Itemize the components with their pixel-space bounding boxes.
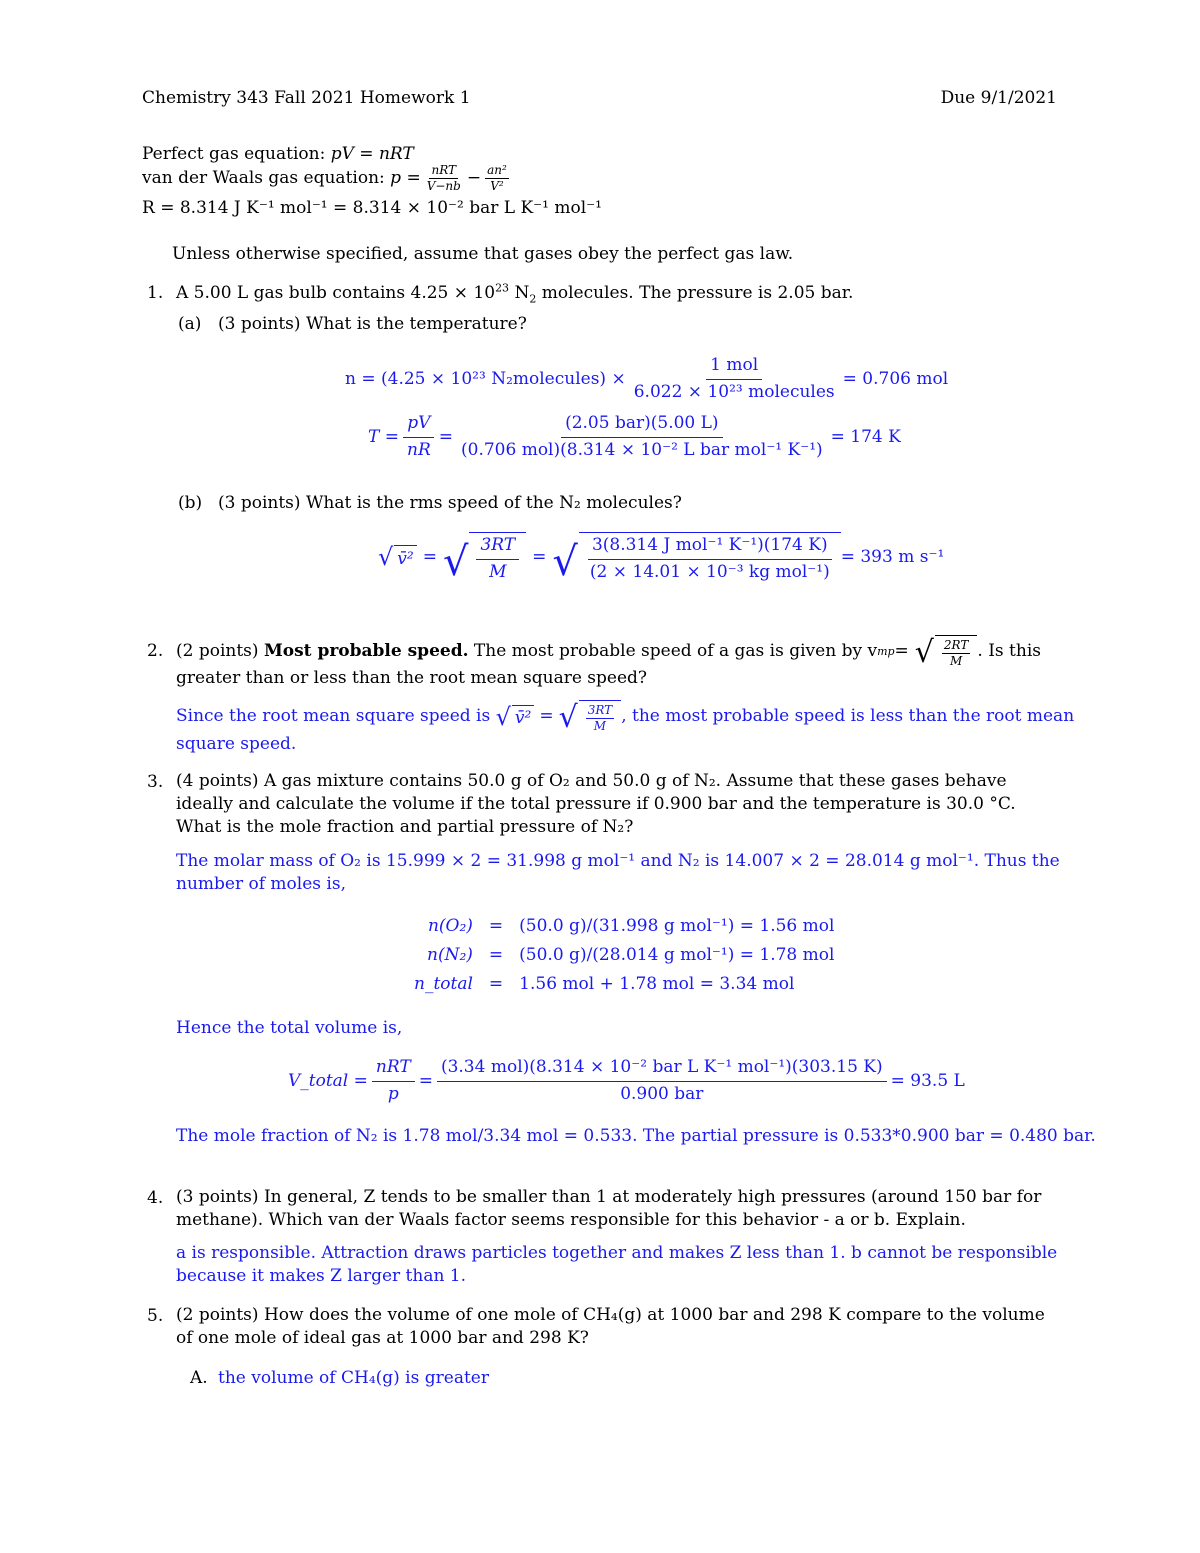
q1b-label: (b) [178, 493, 203, 513]
table-row: n(O₂) = (50.0 g)/(31.998 g mol⁻¹) = 1.56 mol [427, 916, 835, 936]
q5-option-a: the volume of CH₄(g) is greater [218, 1368, 489, 1388]
q4-text: (3 points) In general, Z tends to be smaller than 1 at moderately high pressures (around 150 bar for methane). Which van der Waals factor seems responsible for this behavior - a or b. Explain. [176, 1187, 1042, 1230]
q3-text: (4 points) A gas mixture contains 50.0 g of O₂ and 50.0 g of N₂. Assume that these gases behave ideally and calculate the volume if the total pressure if 0.900 bar and the temperature is 30.0 °C. What is the mole fraction and partial pressure of N₂? [176, 771, 1016, 837]
vdw-lhs: p = [390, 168, 421, 189]
vdw-label: van der Waals gas equation: [142, 168, 385, 189]
intro-text: Unless otherwise specified, assume that gases obey the perfect gas law. [172, 244, 794, 264]
vdw-frac-2: $\frac{\text{an²}}{\text{V²}}$ [487, 163, 507, 193]
q3-hence-text: Hence the total volume is, [176, 1018, 403, 1038]
perfect-gas-label: Perfect gas equation: [142, 144, 326, 164]
q1b-rms-equation: √ v̄² = √ $\frac{3RT}{M}$ = √ $\frac{\text{3(8.314 J mol⁻¹ K⁻¹)(174 K)}}{\text{(2 × 14.01 × 10⁻³ kg mol⁻¹)}}$ = 393 m s⁻¹ [378, 532, 944, 582]
q3-volume-equation: V_total = $\frac{\text{nRT}}{p}$ = $\frac{\text{(3.34 mol)(8.314 × 10⁻² bar L K⁻¹ mol⁻¹)(303.15 K)}}{\text{0.900 bar}}$ = 93.5 L [288, 1057, 965, 1104]
q3-answer-molar-mass: The molar mass of O₂ is 15.999 × 2 = 31.998 g mol⁻¹ and N₂ is 14.007 × 2 = 28.014 g mol⁻¹. Thus the number of moles is, [176, 851, 1060, 894]
q1b-question: (3 points) What is the rms speed of the N₂ molecules? [218, 493, 682, 513]
q3-moles-table [406, 912, 842, 999]
q2-text-line2: greater than or less than the root mean square speed? [176, 668, 648, 688]
q5-text: (2 points) How does the volume of one mole of CH₄(g) at 1000 bar and 298 K compare to the volume of one mole of ideal gas at 1000 bar and 298 K? [176, 1305, 1045, 1348]
q2-text: (2 points) Most probable speed. The most probable speed of a gas is given by v mp = √ $\frac{2RT}{M}$ . Is this [176, 635, 1041, 671]
q1a-temperature-equation: T = $\frac{pV}{nR}$ = $\frac{\text{(2.05 bar)(5.00 L)}}{\text{(0.706 mol)(8.314 × 10⁻² L bar mol⁻¹ K⁻¹)}}$ = 174 K [368, 413, 901, 460]
due-date: Due 9/1/2021 [940, 88, 1057, 108]
q5-number: 5. [147, 1306, 164, 1326]
q1a-label: (a) [178, 314, 202, 334]
q2-answer-line1: Since the root mean square speed is √ v̄² = √ $\frac{3RT}{M}$ , the most probable speed is less than the root mean [176, 700, 1075, 736]
q4-number: 4. [147, 1188, 164, 1208]
course-title: Chemistry 343 Fall 2021 Homework 1 [142, 88, 471, 108]
vdw-line: van der Waals gas equation: p = $\frac{\text{nRT}}{V-nb}$ − $\frac{\text{an²}}{\text{V²}}$ [142, 163, 507, 193]
q1a-question: (3 points) What is the temperature? [218, 314, 527, 334]
q4-answer: a is responsible. Attraction draws particles together and makes Z less than 1. b cannot be responsible because it makes Z larger than 1. [176, 1243, 1058, 1286]
q2-number: 2. [147, 641, 164, 661]
perfect-gas-line [142, 146, 414, 163]
q3-mole-fraction-answer: The mole fraction of N₂ is 1.78 mol/3.34 mol = 0.533. The partial pressure is 0.533*0.900 bar = 0.480 bar. [176, 1126, 1096, 1146]
q1-text: A 5.00 L gas bulb contains $4.25 \times 10^{23}$ $N_2$ molecules. The pressure is 2.05 bar. [176, 281, 854, 306]
q1-number: 1. [147, 283, 164, 303]
q1a-moles-equation: n = (4.25 × 10²³ N₂molecules) × $\frac{\text{1 mol}}{\text{6.022 × 10²³ molecules}}$ = 0.706 mol [345, 355, 949, 402]
perfect-gas-equation: pV = nRT [330, 144, 414, 164]
q2-answer-line2: square speed. [176, 734, 297, 754]
table-row: n(N₂) = (50.0 g)/(28.014 g mol⁻¹) = 1.78 mol [427, 945, 835, 965]
q3-number: 3. [147, 772, 164, 792]
gas-constant: R = 8.314 J K⁻¹ mol⁻¹ = 8.314 × 10⁻² bar L K⁻¹ mol⁻¹ [142, 198, 602, 218]
table-row: n_total = 1.56 mol + 1.78 mol = 3.34 mol [414, 974, 795, 994]
q5-option-a-label: A. [190, 1368, 208, 1388]
vdw-frac-1: $\frac{\text{nRT}}{V-nb}$ [426, 163, 461, 193]
